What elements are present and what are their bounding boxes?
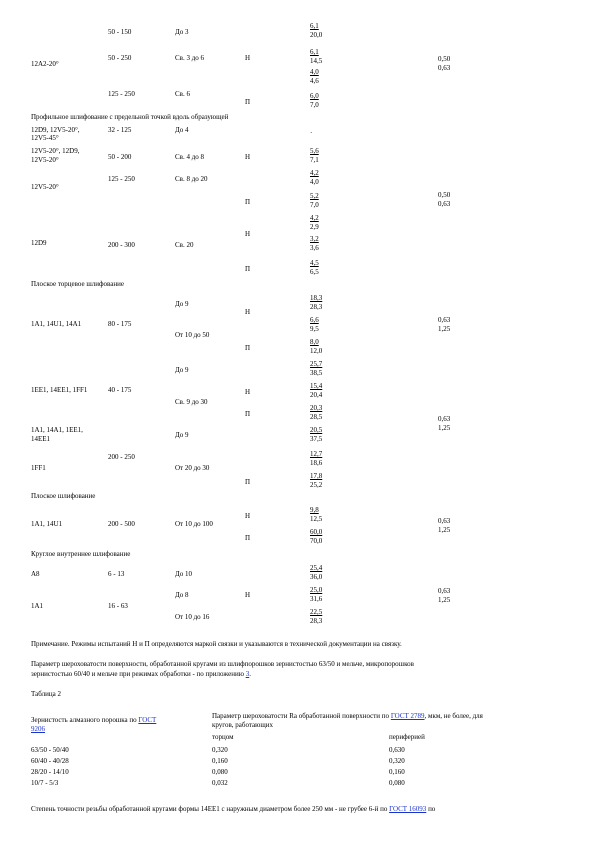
depth-range: До 3 — [175, 28, 189, 36]
diameter-range: 6 - 13 — [108, 570, 125, 578]
gost-link[interactable]: 9206 — [31, 725, 45, 733]
diameter-range: 50 - 250 — [108, 54, 132, 62]
tolerance-value: 0,63 — [438, 517, 451, 525]
roughness-periphery: 0,320 — [389, 757, 405, 765]
test-mode: Н — [245, 388, 251, 396]
tolerance-value: 1,25 — [438, 596, 451, 604]
roughness-value: 4,0 — [310, 68, 319, 76]
wheel-shape-label: 12D9, 12V5-20°, — [31, 126, 80, 134]
roughness-value: 9,8 — [310, 506, 319, 514]
diameter-range: 125 - 250 — [108, 90, 135, 98]
footer-text: Степень точности резьбы обработанной кругами формы 14ЕЕ1 с наружным диаметром более 250 мм - не грубее 6-й по ГОСТ 16093 по — [31, 805, 436, 813]
depth-range: До 10 — [175, 570, 193, 578]
diameter-range: 50 - 200 — [108, 153, 132, 161]
depth-range: От 20 до 30 — [175, 464, 210, 472]
roughness-periphery: 0,080 — [389, 779, 405, 787]
diameter-range: 40 - 175 — [108, 386, 132, 394]
roughness-value: 15,4 — [310, 382, 323, 390]
roughness-value: 20,5 — [310, 426, 323, 434]
table-header-grain — [31, 725, 45, 733]
wheel-shape-label: 12А2-20° — [31, 60, 59, 68]
roughness-value: 20,4 — [310, 391, 323, 399]
test-mode: Н — [245, 54, 251, 62]
roughness-value: 18,6 — [310, 459, 323, 467]
tolerance-value: 1,25 — [438, 526, 451, 534]
test-mode: П — [245, 198, 251, 206]
roughness-value: 4,2 — [310, 169, 319, 177]
test-mode: П — [245, 410, 251, 418]
roughness-face: 0,080 — [212, 768, 228, 776]
roughness-face: 0,032 — [212, 779, 228, 787]
grain-size: 28/20 - 14/10 — [31, 768, 69, 776]
test-mode: Н — [245, 308, 251, 316]
depth-range: Св. 3 до 6 — [175, 54, 205, 62]
depth-range: До 9 — [175, 300, 189, 308]
roughness-value: 18,3 — [310, 294, 323, 302]
roughness-periphery: 0,630 — [389, 746, 405, 754]
wheel-shape-label: 1А1, 14U1 — [31, 520, 63, 528]
gost-link[interactable]: ГОСТ 16093 — [389, 805, 427, 813]
roughness-value: 8,0 — [310, 338, 319, 346]
roughness-value: 5,2 — [310, 192, 319, 200]
depth-range: Св. 20 — [175, 241, 194, 249]
roughness-value: 38,5 — [310, 369, 323, 377]
wheel-shape-label: 14ЕЕ1 — [31, 435, 51, 443]
tolerance-value: 0,63 — [438, 64, 451, 72]
depth-range: До 4 — [175, 126, 189, 134]
roughness-value: 25,7 — [310, 360, 323, 368]
wheel-shape-label: 1FF1 — [31, 464, 46, 472]
test-mode: Н — [245, 591, 251, 599]
roughness-value: 25,2 — [310, 481, 323, 489]
table-header-roughness: кругов, работающих — [212, 721, 274, 729]
roughness-value: 60,0 — [310, 528, 323, 536]
test-mode: П — [245, 534, 251, 542]
diameter-range: 200 - 250 — [108, 453, 135, 461]
roughness-value: 9,5 — [310, 325, 319, 333]
section-heading-profile: Профильное шлифование с предельной точкой вдоль образующей — [31, 113, 229, 121]
roughness-value: 6,5 — [310, 268, 319, 276]
wheel-shape-label: 12V5-45° — [31, 134, 59, 142]
roughness-value: 7,0 — [310, 101, 319, 109]
test-mode: Н — [245, 153, 251, 161]
wheel-shape-label: 1А1 — [31, 602, 44, 610]
diameter-range: 125 - 250 — [108, 175, 135, 183]
roughness-value: 31,6 — [310, 595, 323, 603]
roughness-value: 37,5 — [310, 435, 323, 443]
dash-mark: · — [310, 129, 313, 137]
wheel-shape-label: 1А1, 14U1, 14А1 — [31, 320, 82, 328]
section-heading-flat: Плоское шлифование — [31, 492, 96, 500]
depth-range: До 8 — [175, 591, 189, 599]
tolerance-value: 0,63 — [438, 415, 451, 423]
wheel-shape-label: 12V5-20°, 12D9, — [31, 147, 80, 155]
depth-range: Св. 9 до 30 — [175, 398, 208, 406]
depth-range: От 10 до 16 — [175, 613, 210, 621]
section-heading-flat-end: Плоское торцевое шлифование — [31, 280, 124, 288]
appendix-link[interactable]: 3 — [245, 670, 250, 678]
grain-size: 60/40 - 40/28 — [31, 757, 69, 765]
roughness-value: 6,1 — [310, 48, 319, 56]
roughness-value: 25,4 — [310, 564, 323, 572]
roughness-value: 3,6 — [310, 244, 319, 252]
depth-range: Св. 6 — [175, 90, 190, 98]
roughness-value: 70,0 — [310, 537, 323, 545]
roughness-value: 28,5 — [310, 413, 323, 421]
test-mode: П — [245, 478, 251, 486]
diameter-range: 200 - 500 — [108, 520, 135, 528]
section-heading-internal: Круглое внутреннее шлифование — [31, 550, 131, 558]
roughness-value: 25,0 — [310, 586, 323, 594]
roughness-value: 7,0 — [310, 201, 319, 209]
roughness-value: 6,1 — [310, 22, 319, 30]
roughness-value: 17,8 — [310, 472, 323, 480]
roughness-value: 5,6 — [310, 147, 319, 155]
roughness-value: 4,2 — [310, 214, 319, 222]
diameter-range: 16 - 63 — [108, 602, 128, 610]
roughness-face: 0,320 — [212, 746, 228, 754]
tolerance-value: 0,63 — [438, 587, 451, 595]
table-subheader: периферией — [389, 733, 425, 741]
depth-range: До 9 — [175, 366, 189, 374]
table-subheader: торцом — [212, 733, 234, 741]
tolerance-value: 0,63 — [438, 200, 451, 208]
roughness-value: 6,6 — [310, 316, 319, 324]
tolerance-value: 0,50 — [438, 55, 451, 63]
roughness-value: 7,1 — [310, 156, 319, 164]
diameter-range: 32 - 125 — [108, 126, 132, 134]
test-mode: П — [245, 265, 251, 273]
depth-range: От 10 до 100 — [175, 520, 213, 528]
table-header-roughness: Параметр шероховатости Ra обработанной поверхности по ГОСТ 2789, мкм, не более, для — [212, 712, 483, 720]
tolerance-value: 0,50 — [438, 191, 451, 199]
roughness-value: 36,0 — [310, 573, 323, 581]
test-mode: П — [245, 98, 251, 106]
roughness-value: 2,9 — [310, 223, 319, 231]
tolerance-value: 1,25 — [438, 325, 451, 333]
tolerance-value: 0,63 — [438, 316, 451, 324]
test-mode: Н — [245, 230, 251, 238]
roughness-value: 12,7 — [310, 450, 323, 458]
wheel-shape-label: 1А1, 14А1, 1ЕЕ1, — [31, 426, 83, 434]
diameter-range: 200 - 300 — [108, 241, 135, 249]
grain-size: 10/7 - 5/3 — [31, 779, 59, 787]
roughness-periphery: 0,160 — [389, 768, 405, 776]
wheel-shape-label: 12V5-20° — [31, 156, 59, 164]
roughness-value: 4,6 — [310, 77, 319, 85]
roughness-value: 22,5 — [310, 608, 323, 616]
roughness-face: 0,160 — [212, 757, 228, 765]
wheel-shape-label: 1ЕЕ1, 14ЕЕ1, 1FF1 — [31, 386, 88, 394]
roughness-value: 4,0 — [310, 178, 319, 186]
roughness-value: 4,5 — [310, 259, 319, 267]
roughness-value: 12,0 — [310, 347, 323, 355]
roughness-value: 28,3 — [310, 303, 323, 311]
note-text: Примечание. Режимы испытаний Н и П определяются маркой связки и указываются в технической документации на связку. — [31, 640, 402, 648]
diameter-range: 80 - 175 — [108, 320, 132, 328]
wheel-shape-label: А8 — [31, 570, 40, 578]
test-mode: Н — [245, 512, 251, 520]
roughness-value: 12,5 — [310, 515, 323, 523]
depth-range: Св. 8 до 20 — [175, 175, 208, 183]
depth-range: До 9 — [175, 431, 189, 439]
tolerance-value: 1,25 — [438, 424, 451, 432]
roughness-value: 3,2 — [310, 235, 319, 243]
depth-range: От 10 до 50 — [175, 331, 210, 339]
roughness-value: 6,0 — [310, 92, 319, 100]
table-caption: Таблица 2 — [31, 690, 61, 698]
roughness-value: 14,5 — [310, 57, 323, 65]
table-header-grain: Зернистость алмазного порошка по ГОСТ — [31, 716, 157, 724]
wheel-shape-label: 12D9 — [31, 239, 47, 247]
roughness-value: 28,3 — [310, 617, 323, 625]
grain-size: 63/50 - 50/40 — [31, 746, 69, 754]
roughness-value: 20,0 — [310, 31, 323, 39]
gost-link[interactable]: ГОСТ 2789 — [390, 712, 425, 720]
depth-range: Св. 4 до 8 — [175, 153, 205, 161]
note-text: зернистостью 60/40 и мельче при режимах обработки - по приложению 3. — [31, 670, 251, 678]
test-mode: П — [245, 344, 251, 352]
roughness-value: 20,3 — [310, 404, 323, 412]
note-text: Параметр шероховатости поверхности, обработанной кругами из шлифпорошков зернистостью 63/50 и мельче, микропорошков — [31, 660, 414, 668]
gost-link[interactable]: ГОСТ — [138, 716, 157, 724]
diameter-range: 50 - 150 — [108, 28, 132, 36]
wheel-shape-label: 12V5-20° — [31, 183, 59, 191]
